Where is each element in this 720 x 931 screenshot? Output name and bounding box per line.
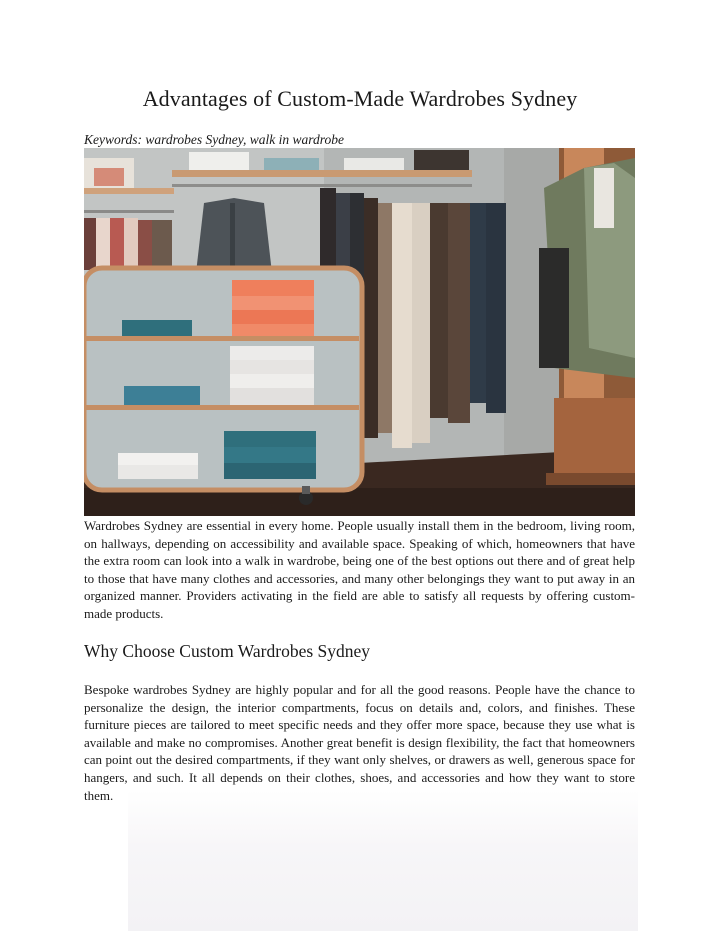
faded-background-area (128, 790, 638, 931)
wardrobe-store-photo (84, 148, 635, 516)
section-heading: Why Choose Custom Wardrobes Sydney (84, 641, 371, 661)
intro-paragraph: Wardrobes Sydney are essential in every home. People usually install them in the bedroom, living room, on hallways, depending on accessibility and available space. Speaking of which, homeowners that have the extra room can look into a walk in wardrobe, being one of the best options out there and of great help to those that have many clothes and accessories, and many other belongings they want to put away in an organized manner. Providers activating in the field are able to satisfy all requests by offering custom-made products. (84, 518, 635, 621)
section-paragraph: Bespoke wardrobes Sydney are highly popular and for all the good reasons. People have the chance to personalize the design, the interior compartments, focus on details and, colors, and finishes. These furniture pieces are tailored to meet specific needs and they offer more space, because they use what is available and make no compromises. Another great benefit is design flexibility, the fact that homeowners can point out the desired compartments, if they want only shelves, or drawers as well, generous space for hangers, and such. It all depends on their clothes, shoes, and accessories and how they want to store them. (84, 682, 635, 803)
keywords-line: Keywords: wardrobes Sydney, walk in wardrobe (84, 132, 344, 147)
page-title: Advantages of Custom-Made Wardrobes Sydney (142, 86, 578, 111)
